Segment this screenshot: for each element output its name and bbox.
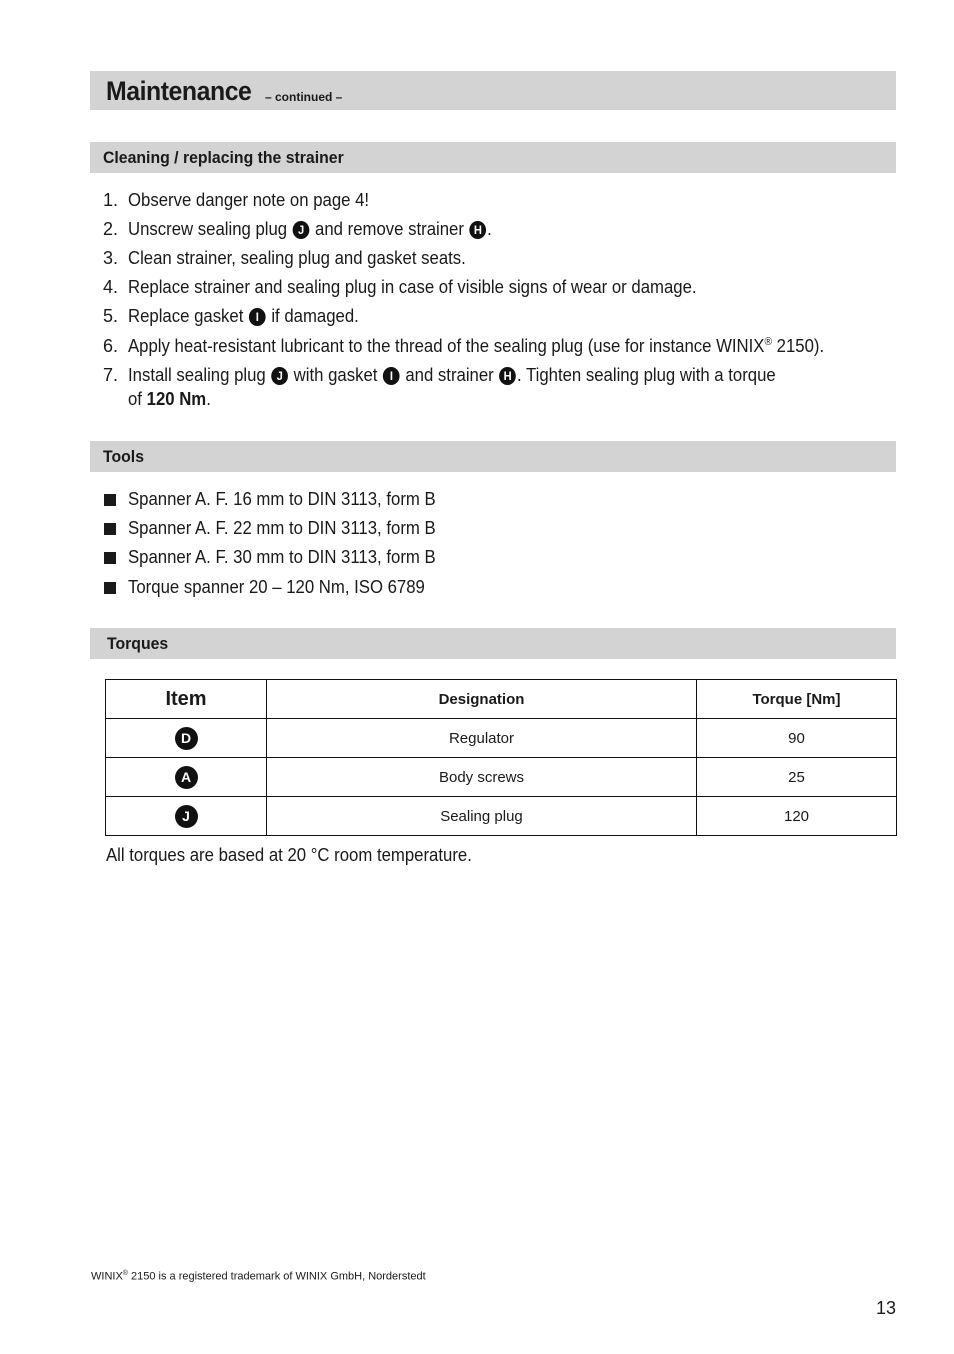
column-header-designation: Designation (267, 680, 697, 719)
section-title-torques: Torques (107, 634, 169, 653)
table-row (106, 797, 897, 836)
column-header-item: Item (106, 680, 267, 719)
step-text (128, 336, 824, 357)
tool-label: Spanner A. F. 16 mm to DIN 3113, form B (128, 489, 436, 509)
step-text-part: Replace gasket (128, 306, 244, 326)
step-text-part: Unscrew sealing plug (128, 219, 288, 239)
step-text-continued (128, 389, 211, 410)
bullet-square-icon (104, 494, 116, 506)
step-number: 5. (103, 306, 119, 326)
section-header-torques (90, 628, 896, 659)
registered-mark: ® (764, 336, 773, 348)
step-number: 6. (103, 336, 119, 356)
step-text (128, 365, 776, 386)
bullet-square-icon (104, 582, 116, 594)
step-text: Observe danger note on page 4! (128, 190, 370, 210)
torque-value: 120 Nm (146, 389, 207, 409)
torque-note: All torques are based at 20 °C room temperature. (106, 845, 472, 865)
marker-h-icon: H (470, 221, 487, 239)
designation-cell: Regulator (267, 719, 697, 758)
torque-cell: 120 (697, 797, 897, 836)
step-text: Clean strainer, sealing plug and gasket seats. (128, 248, 466, 268)
tool-label: Spanner A. F. 22 mm to DIN 3113, form B (128, 518, 436, 538)
step-text: Replace strainer and sealing plug in case of visible signs of wear or damage. (128, 277, 697, 297)
step-text-part: 2150). (772, 336, 825, 356)
torque-cell: 25 (697, 758, 897, 797)
section-header-maintenance (90, 71, 896, 110)
page-title: Maintenance (106, 76, 252, 106)
step-text-part: . Tighten sealing plug with a torque (517, 365, 776, 385)
step-text-part: of (128, 389, 142, 409)
step-text-part: and strainer (405, 365, 494, 385)
item-cell (106, 758, 267, 797)
section-title-cleaning: Cleaning / replacing the strainer (103, 148, 344, 167)
step-text-part: . (206, 389, 211, 409)
item-cell (106, 719, 267, 758)
step-number: 1. (103, 190, 119, 210)
step-text-part: if damaged. (271, 306, 359, 326)
tool-label: Spanner A. F. 30 mm to DIN 3113, form B (128, 547, 436, 567)
designation-cell: Sealing plug (267, 797, 697, 836)
marker-i-icon: I (383, 367, 400, 385)
section-header-tools (90, 441, 896, 472)
marker-h-icon: H (499, 367, 516, 385)
marker-i-icon: I (249, 308, 266, 326)
marker-a-icon: A (175, 766, 198, 789)
footnote-part: 2150 is a registered trademark of WINIX GmbH, Norderstedt (127, 1270, 426, 1283)
registered-mark: ® (122, 1270, 128, 1277)
marker-j-icon: J (175, 805, 198, 828)
section-header-cleaning (90, 142, 896, 173)
item-cell (106, 797, 267, 836)
step-number: 2. (103, 219, 119, 239)
step-number: 7. (103, 365, 119, 385)
table-row (106, 719, 897, 758)
table-row (106, 758, 897, 797)
footnote-part: WINIX (91, 1270, 123, 1283)
step-text-part: . (487, 219, 492, 239)
column-header-torque: Torque [Nm] (697, 680, 897, 719)
continued-label: – continued – (265, 90, 343, 104)
designation-cell: Body screws (267, 758, 697, 797)
trademark-footnote (91, 1270, 426, 1283)
step-text-part: with gasket (293, 365, 378, 385)
torque-cell: 90 (697, 719, 897, 758)
torque-table (105, 679, 897, 836)
table-header-row (106, 680, 897, 719)
step-text (128, 306, 359, 327)
marker-j-icon: J (271, 367, 288, 385)
bullet-square-icon (104, 552, 116, 564)
page-number: 13 (876, 1298, 897, 1318)
step-text-part: and remove strainer (315, 219, 464, 239)
marker-d-icon: D (175, 727, 198, 750)
section-title-tools: Tools (103, 447, 144, 466)
bullet-square-icon (104, 523, 116, 535)
step-number: 4. (103, 277, 119, 297)
step-text (128, 219, 492, 240)
step-text-part: Install sealing plug (128, 365, 266, 385)
step-text-part: Apply heat-resistant lubricant to the thread of the sealing plug (use for instance WINIX (128, 336, 765, 356)
tool-label: Torque spanner 20 – 120 Nm, ISO 6789 (128, 577, 425, 597)
marker-j-icon: J (293, 221, 310, 239)
step-number: 3. (103, 248, 119, 268)
